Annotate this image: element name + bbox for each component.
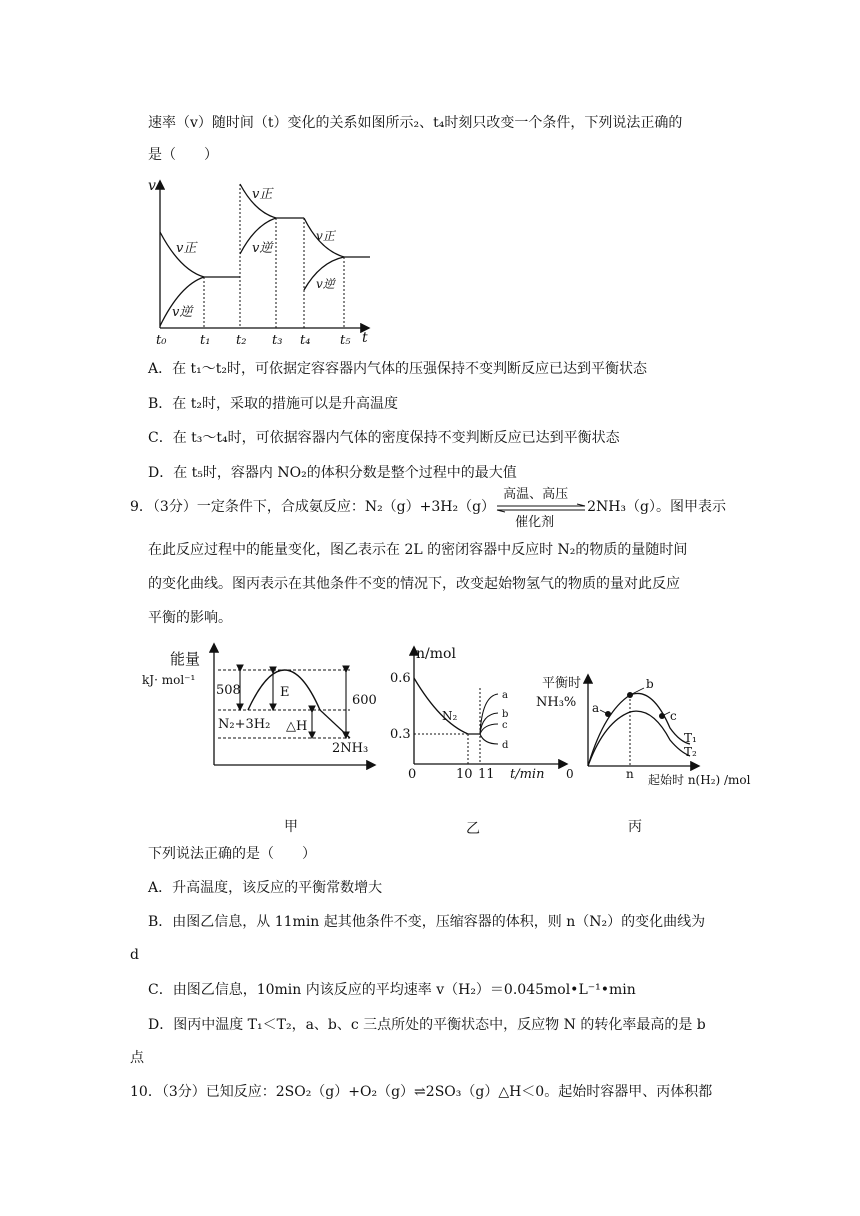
- q9-stem-line4: 平衡的影响。: [148, 610, 232, 626]
- tick-n: n: [626, 767, 634, 781]
- q9-option-c: C．由图乙信息，10min 内该反应的平均速率 v（H₂）＝0.045mol•L⁻¹•min: [148, 982, 636, 998]
- e-label: E: [280, 685, 290, 700]
- label-b: b: [502, 709, 509, 720]
- reactants-label: N₂+3H₂: [218, 717, 271, 732]
- fig-yi-n-t-graph: [390, 640, 570, 780]
- t-axis-label: t: [362, 330, 368, 346]
- fig-jia-energy-diagram: [140, 640, 380, 775]
- t0-label: t₀: [156, 333, 167, 348]
- q8-option-a: A．在 t₁～t₂时，可依据定容容器内气体的压强保持不变判断反应已达到平衡状态: [148, 361, 648, 377]
- label-point-a: a: [592, 701, 600, 715]
- label-a: a: [502, 690, 508, 701]
- v-forward-label-1: v正: [176, 241, 197, 256]
- origin-label: 0: [566, 767, 574, 781]
- curve-c: [480, 724, 498, 734]
- n2-curve: [414, 678, 480, 734]
- t5-label: t₅: [340, 333, 351, 348]
- q10-stem: 10．（3分）已知反应：2SO₂（g）+O₂（g）⇌2SO₃（g）△H＜0。起始时容器甲、丙体积都: [130, 1084, 713, 1100]
- t4-label: t₄: [300, 333, 311, 348]
- n-axis-label: n/mol: [416, 646, 456, 662]
- dh-label: △H: [286, 719, 308, 734]
- label-t1: T₁: [684, 731, 697, 745]
- h2-axis-label: 起始时 n(H₂) /mol: [648, 773, 751, 787]
- q9-stem-line3: 的变化曲线。图丙表示在其他条件不变的情况下，改变起始物氢气的物质的量对此反应: [148, 576, 680, 592]
- q9-stem-line1: [130, 487, 727, 530]
- arrow-condition-bottom: 催化剂: [515, 515, 555, 530]
- tick-11: 11: [478, 767, 495, 782]
- q8-option-b: B．在 t₂时，采取的措施可以是升高温度: [148, 396, 398, 412]
- label-d: d: [502, 740, 509, 751]
- y-label-1: 平衡时: [542, 676, 582, 691]
- curve-a: [480, 694, 498, 734]
- label-t2: T₂: [684, 745, 697, 759]
- caption-jia: 甲: [284, 819, 298, 835]
- q9-option-d: D．图丙中温度 T₁＜T₂，a、b、c 三点所处的平衡状态中，反应物 N 的转化率最高的是 b: [148, 1017, 706, 1033]
- energy-unit: kJ· mol⁻¹: [142, 673, 196, 687]
- curve-d: [480, 734, 498, 744]
- label-c: c: [502, 720, 508, 731]
- q9-option-b-cont: d: [130, 947, 139, 963]
- caption-bing: 丙: [628, 819, 642, 835]
- reaction-arrow: [495, 487, 587, 530]
- v-reverse-label-1: v逆: [172, 305, 193, 320]
- tick-0.3: 0.3: [390, 727, 411, 742]
- q9-option-b: B．由图乙信息，从 11min 起其他条件不变，压缩容器的体积，则 n（N₂）的变化曲线为: [148, 914, 706, 930]
- q8-option-c: C．在 t₃～t₄时，可依据容器内气体的密度保持不变判断反应已达到平衡状态: [148, 430, 620, 446]
- t3-label: t₃: [272, 333, 283, 348]
- value-600: 600: [352, 693, 377, 708]
- curve-b: [480, 713, 498, 734]
- caption-yi: 乙: [466, 821, 480, 837]
- v-reverse-label-3: v逆: [316, 277, 335, 291]
- q9-question: 下列说法正确的是（ ）: [148, 846, 316, 862]
- tick-0: 0: [408, 767, 417, 782]
- q8-stem-line2: 是（ ）: [148, 147, 218, 163]
- q8-vt-figure: [140, 170, 380, 350]
- q9-stem-suffix: 2NH₃（g）。图甲表示: [587, 499, 727, 515]
- t2-label: t₂: [236, 333, 247, 348]
- arrow-condition-top: 高温、高压: [503, 487, 569, 502]
- label-point-c: c: [670, 709, 677, 723]
- fig-bing-equilibrium-graph: [536, 672, 774, 792]
- q9-option-d-cont: 点: [130, 1050, 144, 1066]
- tick-10: 10: [456, 767, 473, 782]
- label-point-b: b: [646, 677, 654, 691]
- v-forward-label-3: v正: [316, 229, 335, 243]
- v-forward-label-2: v正: [252, 187, 273, 202]
- q9-option-a: A．升高温度，该反应的平衡常数增大: [148, 880, 383, 896]
- q9-stem-line2: 在此反应过程中的能量变化，图乙表示在 2L 的密闭容器中反应时 N₂的物质的量随时间: [148, 542, 688, 558]
- v-reverse-label-2: v逆: [252, 241, 273, 256]
- q8-option-d: D．在 t₅时，容器内 NO₂的体积分数是整个过程中的最大值: [148, 465, 517, 481]
- q8-stem-line1: 速率（v）随时间（t）变化的关系如图所示₂、t₄时刻只改变一个条件，下列说法正确的: [148, 115, 683, 131]
- energy-axis-label: 能量: [170, 650, 201, 668]
- t-min-label: t/min: [510, 767, 545, 782]
- tick-0.6: 0.6: [390, 671, 411, 686]
- v-axis-label: v: [148, 178, 156, 194]
- product-label: 2NH₃: [332, 741, 369, 756]
- curve-t1: [588, 693, 690, 766]
- value-508: 508: [216, 683, 241, 698]
- q9-stem-prefix: 9．（3分）一定条件下，合成氨反应：N₂（g）+3H₂（g）: [130, 499, 496, 515]
- y-label-2: NH₃%: [536, 695, 577, 710]
- t1-label: t₁: [200, 333, 211, 348]
- n2-label: N₂: [442, 709, 458, 723]
